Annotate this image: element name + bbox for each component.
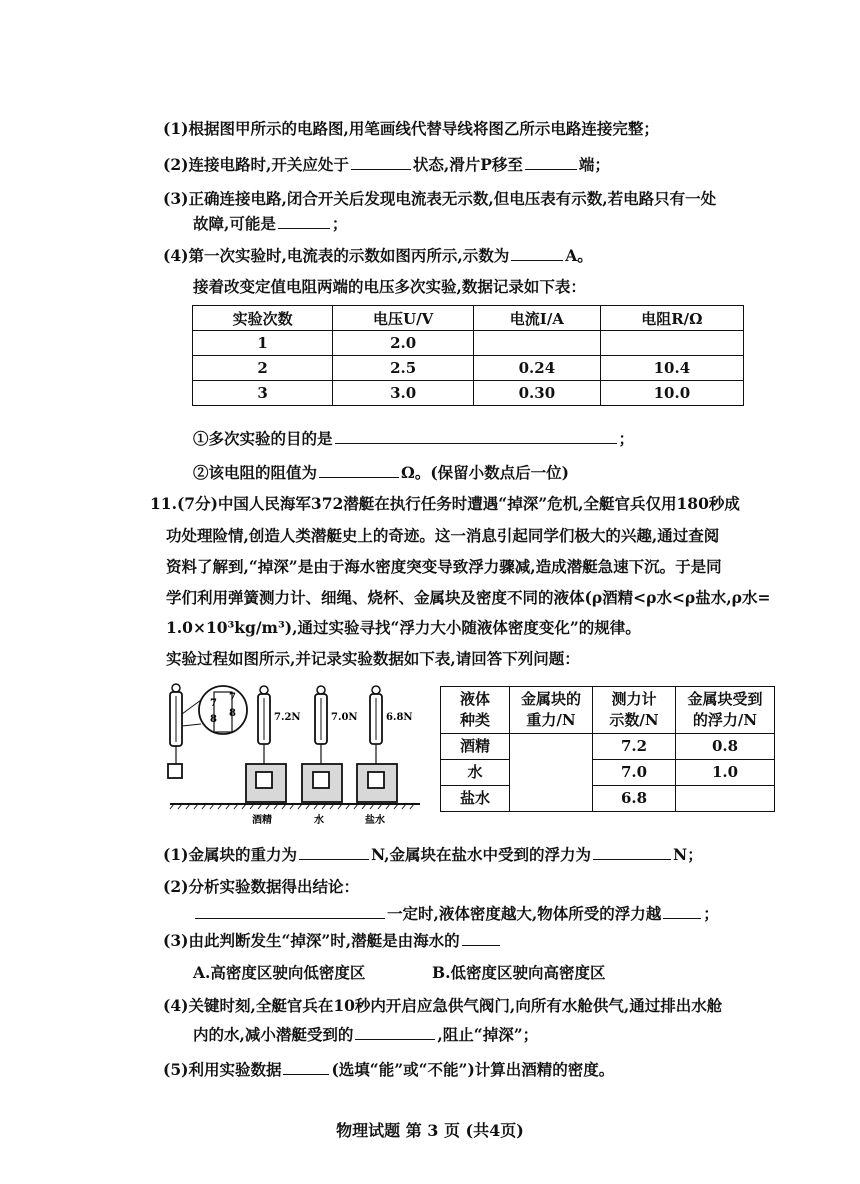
table-header-cell: 电阻R/Ω (600, 306, 743, 331)
answer-blank (195, 902, 385, 919)
table-cell: 6.8 (593, 786, 676, 812)
answer-blank (663, 902, 701, 919)
reading-label: 7.2N (274, 712, 301, 723)
dial-mark: 8 (210, 714, 217, 725)
q11-line1: 11.(7分)中国人民海军372潜艇在执行任务时遭遇“掉深”危机,全艇官兵仅用180秒成 (150, 494, 740, 513)
table-row (441, 734, 775, 760)
answer-blank (319, 461, 399, 478)
dial-mark: 7 (229, 692, 236, 703)
table-cell: 0.24 (473, 356, 600, 381)
table-cell (676, 786, 775, 812)
liquid-label: 盐水 (365, 815, 385, 826)
table-cell: 1 (193, 331, 333, 356)
table-cell: 10.4 (600, 356, 743, 381)
table-cell: 2 (193, 356, 333, 381)
q11-part4: (4)关键时刻,全艇官兵在10秒内开启应急供气阀门,向所有水舱供气,通过排出水舱 (163, 996, 723, 1015)
table-cell: 盐水 (441, 786, 510, 812)
beaker-water (302, 764, 342, 802)
table-cell (600, 331, 743, 356)
table-cell: 7.2 (593, 734, 676, 760)
spring-scale-alcohol (258, 686, 301, 772)
q11-part3: (3)由此判断发生“掉深”时,潜艇是由海水的 (163, 929, 502, 952)
answer-blank (462, 929, 500, 946)
q11-line4: 学们利用弹簧测力计、细绳、烧杯、金属块及密度不同的液体(ρ酒精<ρ水<ρ盐水,ρ水= (166, 588, 771, 607)
table-header-cell: 液体 种类 (441, 687, 510, 734)
q11-option-a: A.高密度区驶向低密度区 (193, 963, 366, 982)
table-header-row (441, 687, 775, 734)
table-cell: 1.0 (676, 760, 775, 786)
table-cell: 2.5 (333, 356, 474, 381)
q11-part1: (1)金属块的重力为 N,金属块在盐水中受到的浮力为 N； (163, 845, 703, 864)
q10-part1: (1)根据图甲所示的电路图,用笔画线代替导线将图乙所示电路连接完整； (163, 119, 659, 138)
answer-blank (511, 244, 563, 261)
dial-mark: 8 (229, 708, 236, 719)
table-header-cell: 电流I/A (473, 306, 600, 331)
q11-part2: (2)分析实验数据得出结论： (163, 877, 359, 896)
q11-line6: 实验过程如图所示,并记录实验数据如下表,请回答下列问题： (166, 649, 580, 668)
table-header-cell: 实验次数 (193, 306, 333, 331)
table-header-cell: 金属块的 重力/N (510, 687, 593, 734)
beaker-salt-water (357, 764, 397, 802)
answer-blank (351, 153, 411, 170)
resistance-data-table (192, 305, 744, 406)
q10-sub2: ②该电阻的阻值为 Ω。(保留小数点后一位) (193, 463, 569, 482)
liquid-label: 水 (314, 815, 324, 826)
q11-part2-conclusion: 一定时,液体密度越大,物体所受的浮力越 ； (193, 902, 719, 925)
table-row (441, 760, 775, 786)
table-cell: 酒精 (441, 734, 510, 760)
buoyancy-experiment-figure (166, 680, 428, 830)
answer-blank (335, 427, 617, 444)
table-cell: 3.0 (333, 381, 474, 406)
table-cell: 3 (193, 381, 333, 406)
table-header-row (193, 306, 744, 331)
answer-blank (278, 212, 330, 229)
scale-dial-magnifier (182, 686, 247, 734)
answer-blank (593, 843, 671, 860)
table-row (193, 356, 744, 381)
q11-line3: 资料了解到,“掉深”是由于海水密度突变导致浮力骤减,造成潜艇急速下沉。于是同 (166, 557, 722, 576)
q11-line5: 1.0×10³kg/m³),通过实验寻找“浮力大小随液体密度变化”的规律。 (166, 618, 641, 637)
q10-part3: (3)正确连接电路,闭合开关后发现电流表无示数,但电压表有示数,若电路只有一处 (163, 189, 717, 208)
q11-option-b: B.低密度区驶向高密度区 (432, 963, 606, 982)
liquid-label: 酒精 (252, 815, 272, 826)
table-header-cell: 电压U/V (333, 306, 474, 331)
beaker-alcohol (246, 764, 286, 802)
table-cell: 0.8 (676, 734, 775, 760)
q11-part5: (5)利用实验数据 (选填“能”或“不能”)计算出酒精的密度。 (163, 1060, 615, 1079)
q10-part4-intro: 接着改变定值电阻两端的电压多次实验,数据记录如下表： (193, 277, 586, 296)
table-row (441, 786, 775, 812)
table-cell: 0.30 (473, 381, 600, 406)
table-row (193, 381, 744, 406)
page-footer: 物理试题 第 3 页 (共4页) (336, 1121, 524, 1140)
answer-blank (299, 843, 369, 860)
table-cell: 2.0 (333, 331, 474, 356)
table-cell (473, 331, 600, 356)
q11-part4-cont: 内的水,减小潜艇受到的 ,阻止“掉深”； (193, 1025, 539, 1044)
answer-blank (283, 1058, 329, 1075)
q10-part3-cont: 故障,可能是 ； (193, 214, 348, 233)
table-cell: 10.0 (600, 381, 743, 406)
table-cell (510, 734, 593, 812)
table-cell: 7.0 (593, 760, 676, 786)
q10-sub1: ①多次实验的目的是 ； (193, 429, 635, 448)
spring-scale-air (168, 684, 182, 778)
spring-scale-salt-water (370, 686, 413, 772)
answer-blank (525, 153, 577, 170)
table-cell: 水 (441, 760, 510, 786)
answer-blank (355, 1023, 435, 1040)
table-row (193, 331, 744, 356)
q11-line2: 功处理险情,创造人类潜艇史上的奇迹。这一消息引起同学们极大的兴趣,通过查阅 (166, 526, 720, 545)
spring-scale-water (315, 686, 358, 772)
table-header-cell: 金属块受到 的浮力/N (676, 687, 775, 734)
reading-label: 6.8N (386, 712, 413, 723)
reading-label: 7.0N (331, 712, 358, 723)
q10-part4: (4)第一次实验时,电流表的示数如图丙所示,示数为 A。 (163, 246, 593, 265)
buoyancy-data-table (440, 686, 775, 812)
q10-part2: (2)连接电路时,开关应处于 状态,滑片P移至 端； (163, 155, 610, 174)
table-header-cell: 测力计 示数/N (593, 687, 676, 734)
dial-mark: 7 (210, 698, 217, 709)
